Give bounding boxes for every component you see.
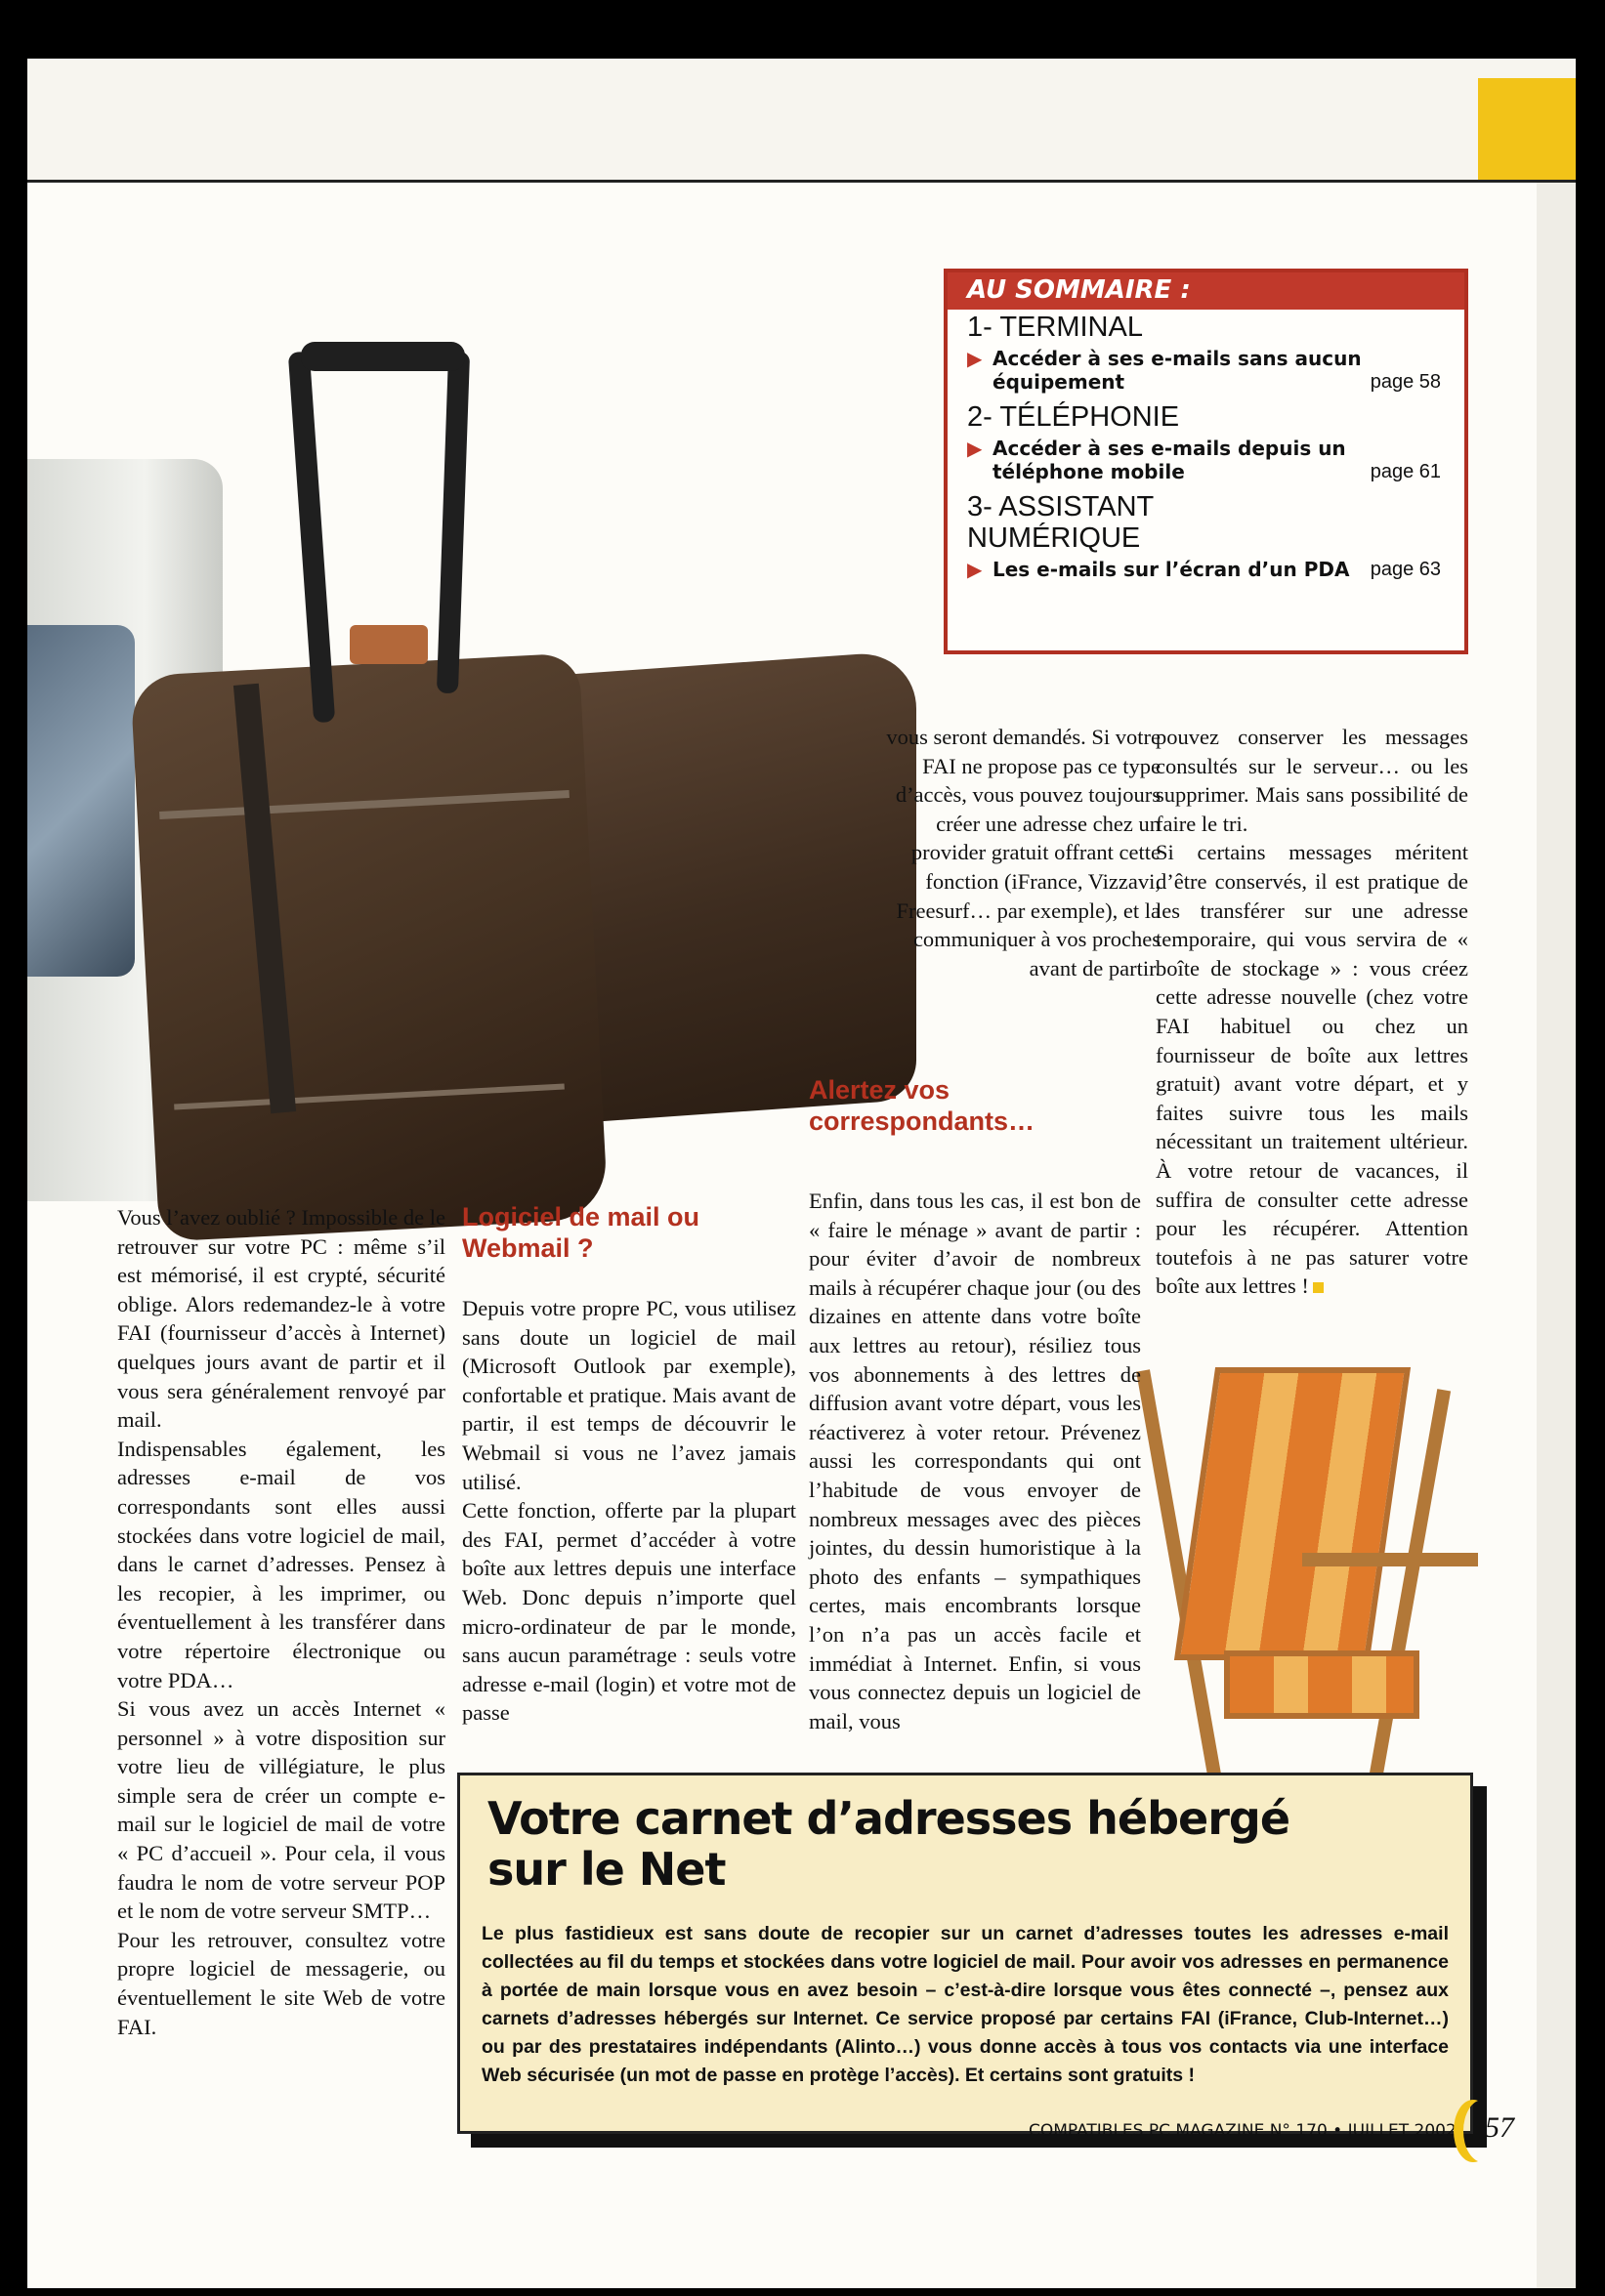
suitcase-handle-grip bbox=[301, 342, 465, 371]
chair-arm bbox=[1302, 1553, 1478, 1566]
sommaire-page: page 63 bbox=[1370, 559, 1441, 580]
paragraph bbox=[1156, 838, 1468, 1301]
suitcase-front-photo bbox=[130, 652, 609, 1241]
article-column-4 bbox=[1156, 723, 1468, 1301]
box-body: Le plus fastidieux est sans doute de recopier sur un carnet d’adresses toutes les adresses e-mail collectées au fil du temps et stockées dans votre logiciel de mail. Pour avoir vos adresses en permanence à portée de main lorsque vous en avez besoin – c’est-à-dire lorsque vous êtes connecté –, pensez aux carnets d’adresses hébergés sur Internet. Ce service proposé par certains FAI (iFrance, Club-Internet…) ou par des prestataires indépendants (Alinto…) vous donne accès à tous vos contacts via une interface Web sécurisée (un mot de passe en protège l’accès). Et certains sont gratuits ! bbox=[482, 1923, 1449, 2086]
magazine-page bbox=[27, 59, 1576, 2288]
yellow-tab bbox=[1478, 78, 1576, 181]
sommaire-title: AU SOMMAIRE : bbox=[948, 272, 1464, 310]
right-margin bbox=[1537, 183, 1576, 2288]
sommaire-item-text: Accéder à ses e-mails depuis un téléphone mobile bbox=[993, 437, 1346, 483]
sommaire-item-text: Les e-mails sur l’écran d’un PDA bbox=[993, 558, 1350, 581]
article-column-3-top: vous seront demandés. Si votre FAI ne propose pas ce type d’accès, vous pouvez toujours créer une adresse chez un provider gratuit offrant cette fonction (iFrance, Vizzavi, Freesurf… par exemple), et la communiquer à vos proches avant de partir. bbox=[886, 725, 1161, 981]
paragraph: Vous l’avez oublié ? Impossible de le retrouver sur votre PC : même s’il est mémorisé, il est crypté, sécurité oblige. Alors redemandez-le à votre FAI (fournisseur d’accès à Internet) quelques jours avant de partir et il vous sera généralement renvoyé par mail. bbox=[117, 1205, 445, 1433]
sommaire-page: page 61 bbox=[1370, 461, 1441, 482]
paragraph: Pour les retrouver, consultez votre propre logiciel de messagerie, ou éventuellement le site Web de votre FAI. bbox=[117, 1927, 445, 2039]
paragraph: Indispensables également, les adresses e-mail de vos correspondants sont elles aussi stockées dans votre logiciel de mail, dans le carnet d’adresses. Pensez à les recopier, à les imprimer, ou éventuellement à les transférer dans votre répertoire électronique ou votre PDA… bbox=[117, 1436, 445, 1692]
footer-magazine: COMPATIBLES PC MAGAZINE N° 170 • JUILLET 2002 bbox=[1029, 2121, 1457, 2141]
subhead-alertez: Alertez vos correspondants… bbox=[809, 1075, 1035, 1136]
article-column-1 bbox=[117, 1203, 445, 2041]
sidebar-box-carnet bbox=[457, 1773, 1473, 2134]
play-arrow-icon: ▶ bbox=[967, 437, 983, 460]
luggage-tag bbox=[350, 625, 428, 664]
sommaire-section-label: 1- TERMINAL bbox=[967, 312, 1143, 343]
paragraph: Depuis votre propre PC, vous utilisez sans doute un logiciel de mail (Microsoft Outlook par exemple), confortable et pratique. Mais avant de partir, il est temps de découvrir le Webmail si vous ne l’avez jamais utilisé. bbox=[462, 1296, 796, 1494]
page-number: 57 bbox=[1485, 2111, 1514, 2144]
paragraph: pouvez conserver les messages consultés sur le serveur… ou les supprimer. Mais sans possibilité de faire le tri. bbox=[1156, 725, 1468, 836]
sommaire-box bbox=[944, 269, 1468, 654]
deck-chair-photo bbox=[1156, 1357, 1488, 1826]
subhead-webmail: Logiciel de mail ou Webmail ? bbox=[462, 1202, 700, 1263]
play-arrow-icon: ▶ bbox=[967, 558, 983, 581]
paragraph: Cette fonction, offerte par la plupart des FAI, permet d’accéder à votre boîte aux lettres depuis une interface Web. Donc depuis n’importe quel micro-ordinateur de par le monde, sans aucun paramétrage : seuls votre adresse e-mail (login) et votre mot de passe bbox=[462, 1498, 796, 1726]
top-rule bbox=[27, 180, 1576, 183]
suitcase-handle bbox=[437, 352, 470, 694]
chair-canvas bbox=[1174, 1367, 1411, 1660]
article-column-2 bbox=[462, 1294, 796, 1728]
chair-seat bbox=[1224, 1650, 1419, 1719]
sommaire-item[interactable] bbox=[948, 343, 1464, 399]
paragraph: Si vous avez un accès Internet « personnel » à votre disposition sur votre lieu de villégiature, le plus simple sera de créer un compte e-mail sur le logiciel de mail de votre « PC d’accueil ». Pour cela, il vous faudra le nom de votre serveur POP et le nom de votre serveur SMTP… bbox=[117, 1696, 445, 1924]
top-band bbox=[27, 59, 1576, 181]
sommaire-item-text: Accéder à ses e-mails sans aucun équipement bbox=[993, 347, 1362, 394]
end-mark-icon bbox=[1313, 1282, 1324, 1293]
box-title: Votre carnet d’adresses hébergé sur le Net bbox=[487, 1792, 1290, 1896]
play-arrow-icon: ▶ bbox=[967, 347, 983, 370]
paragraph-text: Si certains messages méritent d’être conservés, il est pratique de les transférer sur une adresse temporaire, qui vous servira de « boîte de stockage » : vous créez cette adresse nouvelle (chez votre FAI habituel ou chez un fournisseur de boîte aux lettres gratuit) avant votre départ, et y faites suivre tous les mails nécessitant un traitement ultérieur. À votre retour de vacances, il suffira de consulter cette adresse pour les récupérer. Attention toutefois à ne pas saturer votre boîte aux lettres ! bbox=[1156, 840, 1468, 1299]
sommaire-item[interactable] bbox=[948, 554, 1464, 587]
computer-screen bbox=[27, 625, 135, 977]
article-column-3-bottom: Enfin, dans tous les cas, il est bon de « faire le ménage » avant de partir : pour éviter d’avoir de nombreux mails à récupérer chaque jour (ou des dizaines en attente dans votre boîte aux lettres au retour), résiliez tous vos abonnements à des lettres de diffusion avant votre départ, vous les réactiverez à voter retour. Prévenez aussi les correspondants qui ont l’habitude de vous envoyer de nombreux messages avec des pièces jointes, du dessin humoristique à la photo des enfants – sympathiques certes, mais encombrants lorsque l’on n’a pas un accès facile et immédiat à Internet. Enfin, si vous vous connectez depuis un logiciel de mail, vous bbox=[809, 1189, 1141, 1733]
sommaire-section-label: 3- ASSISTANT NUMÉRIQUE bbox=[967, 491, 1154, 554]
sommaire-page: page 58 bbox=[1370, 371, 1441, 393]
sommaire-section-label: 2- TÉLÉPHONIE bbox=[967, 401, 1180, 433]
sommaire-item[interactable] bbox=[948, 433, 1464, 489]
